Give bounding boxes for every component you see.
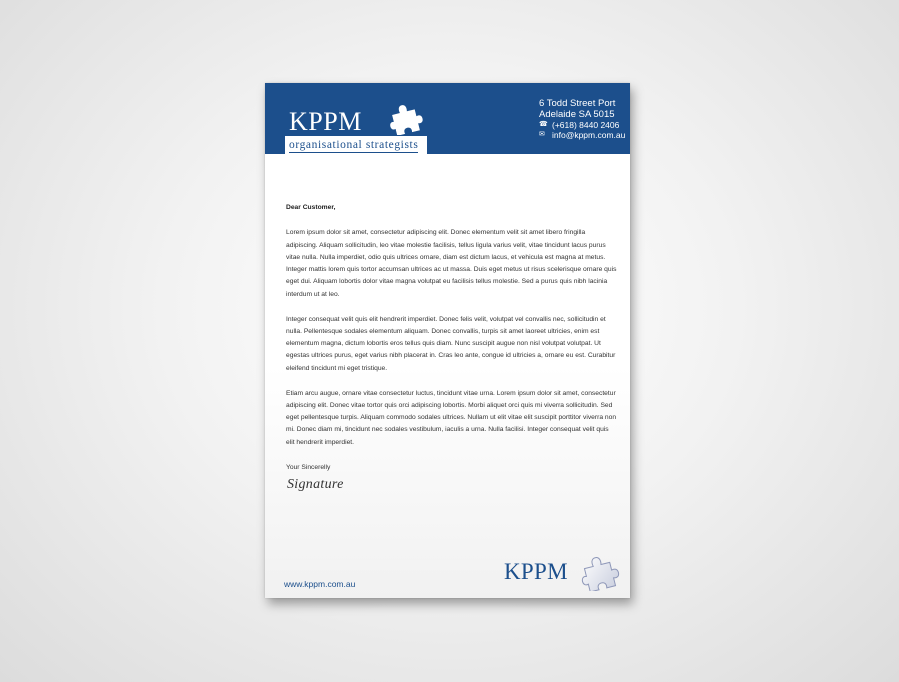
email-row: [539, 130, 625, 140]
company-tagline: organisational strategists: [289, 139, 419, 151]
letter-body: [286, 202, 618, 474]
phone-row: [539, 120, 625, 130]
letter-paragraph: Integer consequat velit quis elit hendrerit imperdiet. Donec felis velit, volutpat vel convallis nec, sollicitudin et nulla. Pellentesque sodales elementum aliquam. Donec convallis, turpis sit amet laoreet ultricies, enim est elementum magna, dictum lobortis eros tellus quis diam. Nunc suscipit augue non nisl volutpat volutpat. Ut egestas ultrices purus, eget varius nibh placerat in. Cras leo ante, congue id ultricies a, ornare eu est. Curabitur eleifend tincidunt mi eget tristique.: [286, 315, 616, 372]
address-line-1: 6 Todd Street Port: [539, 98, 616, 109]
email-icon: ✉: [539, 131, 545, 138]
email-address: info@kppm.com.au: [552, 130, 626, 140]
puzzle-piece-icon: [580, 553, 620, 591]
letter-greeting: Dear Customer,: [286, 204, 336, 211]
letter-closing: Your Sincerelly: [286, 463, 331, 471]
footer-logo: KPPM: [504, 559, 568, 584]
phone-number: (+618) 8440 2406: [552, 120, 620, 130]
letterhead-sheet: [265, 83, 630, 598]
letter-paragraph: Lorem ipsum dolor sit amet, consectetur adipiscing elit. Donec elementum velit sit amet libero fringilla adipiscing. Aliquam sollicitudin, leo vitae molestie facilisis, tellus ligula varius velit, vitae tincidunt lacus purus vitae nulla. Nulla imperdiet, odio quis ultrices ornare, diam est dictum lacus, et vehicula est magna at metus. Integer mattis lorem quis tortor accumsan ultrices ac ut massa. Duis eget metus ut risus scelerisque ornare quis eget dui. Aliquam lobortis dolor vitae magna volutpat eu facilisis tellus molestie. Sed a purus quis nibh lacinia interdum ut at leo.: [286, 229, 617, 298]
puzzle-piece-icon: [388, 101, 424, 135]
signature: Signature: [287, 477, 344, 492]
contact-block: [539, 98, 625, 140]
address-line-2: Adelaide SA 5015: [539, 109, 615, 120]
company-logo: KPPM: [289, 107, 362, 136]
phone-icon: ☎: [539, 121, 548, 128]
letter-paragraph: Etiam arcu augue, ornare vitae consectetur luctus, tincidunt vitae urna. Lorem ipsum dolor sit amet, consectetur adipiscing elit. Donec vitae tortor quis orci adipiscing lobortis. Morbi aliquet orci quis mi viverra sollicitudin. Sed eget pellentesque turpis. Aliquam commodo sodales ultrices. Nullam ut elit vitae elit suscipit porttitor viverra non mi. Donec diam mi, tincidunt nec sodales vestibulum, iaculis a urna. Nulla facilisi. Integer consequat velit quis elit hendrerit imperdiet.: [286, 389, 617, 446]
website-link[interactable]: www.kppm.com.au: [284, 579, 356, 589]
